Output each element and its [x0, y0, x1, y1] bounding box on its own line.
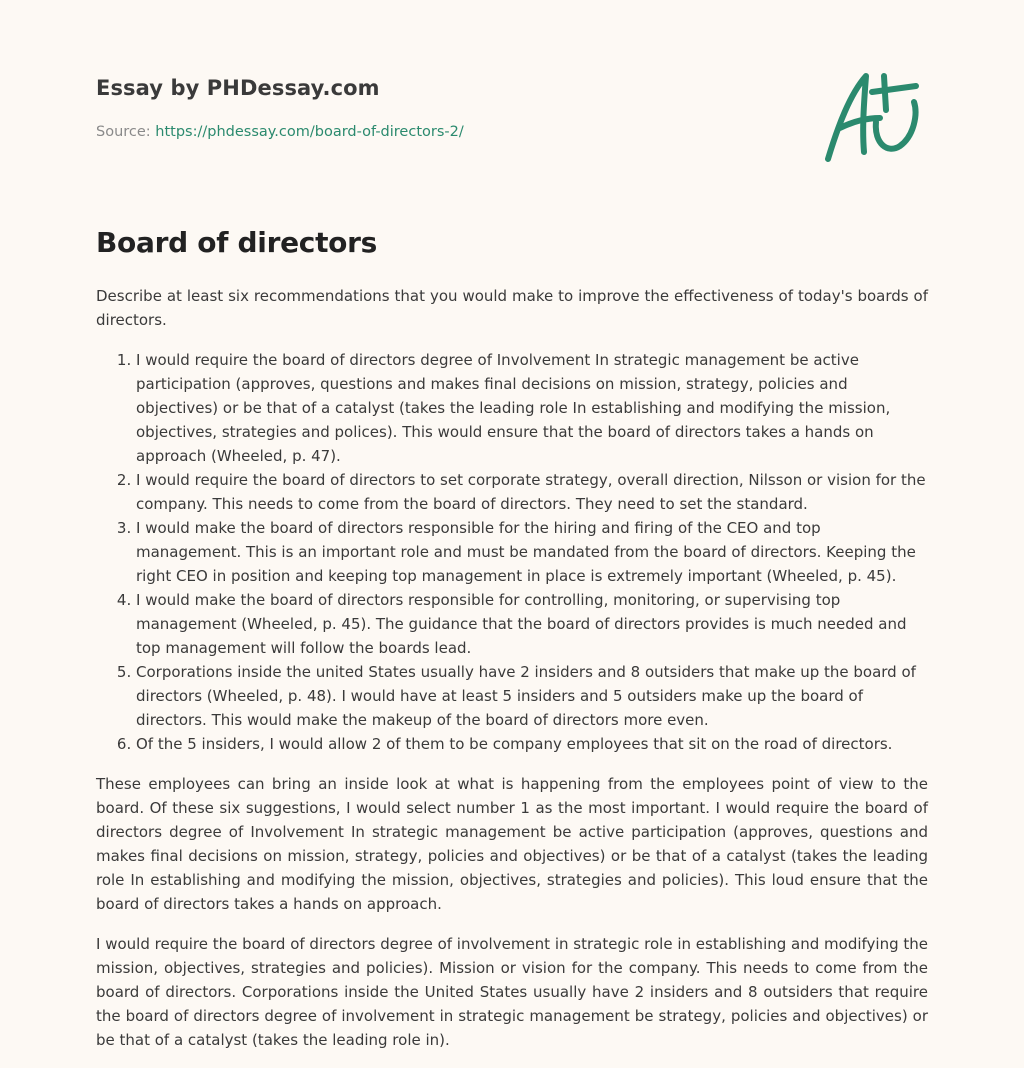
- body-paragraph: These employees can bring an inside look at what is happening from the employees point of view to the board. Of these six suggestions, I would select number 1 as the most important. I would require the board of directors degree of Involvement In strategic management be active participation (approves, questions and makes final decisions on mission, strategy, policies and objectives) or be that of a catalyst (takes the leading role In establishing and modifying the mission, objectives, strategies and policies). This loud ensure that the board of directors takes a hands on approach.: [96, 775, 928, 913]
- site-brand: Essay by PHDessay.com: [96, 76, 380, 100]
- list-item: 3. I would make the board of directors responsible for the hiring and firing of the CEO and top management. This is an important role and must be mandated from the board of directors. Keeping the right CEO in position and keeping top management in place is extremely important (Wheeled, p. 45).: [136, 516, 928, 588]
- article-body: [96, 284, 928, 1068]
- list-item: 5. Corporations inside the united States usually have 2 insiders and 8 outsiders that make up the board of directors (Wheeled, p. 48). I would have at least 5 insiders and 5 outsiders make up the board of directors. This would make the makeup of the board of directors more even.: [136, 660, 928, 732]
- intro-paragraph: Describe at least six recommendations that you would make to improve the effectiveness of today's boards of directors.: [96, 287, 928, 329]
- list-item: 2. I would require the board of directors to set corporate strategy, overall direction, Nilsson or vision for the company. This needs to come from the board of directors. They need to set the standard.: [136, 468, 928, 516]
- list-item: 1. I would require the board of directors degree of Involvement In strategic management be active participation (approves, questions and makes final decisions on mission, strategy, policies and objectives) or be that of a catalyst (takes the leading role In establishing and modifying the mission, objectives, strategies and polices). This would ensure that the board of directors takes a hands on approach (Wheeled, p. 47).: [136, 348, 928, 468]
- list-item: 6. Of the 5 insiders, I would allow 2 of them to be company employees that sit on the road of directors.: [136, 732, 928, 756]
- article-title: Board of directors: [96, 226, 377, 259]
- source-line: [96, 124, 464, 140]
- recommendations-list: [96, 348, 928, 756]
- source-link[interactable]: https://phdessay.com/board-of-directors-2/: [155, 124, 464, 140]
- a-plus-logo-icon: [818, 66, 930, 166]
- body-paragraph: I would require the board of directors degree of involvement in strategic role in establishing and modifying the mission, objectives, strategies and policies). Mission or vision for the company. This needs to come from the board of directors. Corporations inside the United States usually have 2 insiders and 8 outsiders that require the board of directors degree of involvement in strategic management be strategy, policies and objectives) or be that of a catalyst (takes the leading role in).: [96, 935, 928, 1049]
- source-label: Source:: [96, 124, 156, 140]
- list-item: 4. I would make the board of directors responsible for controlling, monitoring, or supervising top management (Wheeled, p. 45). The guidance that the board of directors provides is much needed and top management will follow the boards lead.: [136, 588, 928, 660]
